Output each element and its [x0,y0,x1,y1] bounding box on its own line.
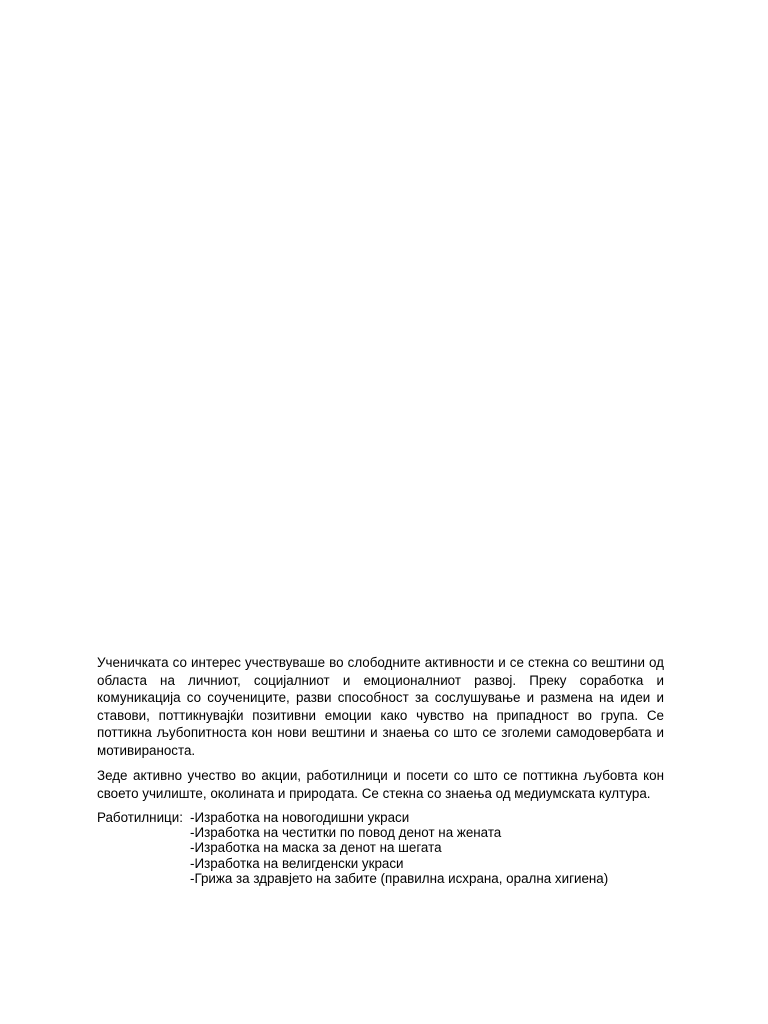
workshops-list [190,810,664,886]
list-item: -Грижа за здравјето на забите (правилна исхрана, орална хигиена) [190,870,609,886]
list-item: -Изработка на маска за денот на шегата [190,840,442,856]
workshops-section [97,810,664,886]
paragraph-participation: Зеде активно учество во акции, работилници и посети со што се поттикна љубовта кон своето училиште, околината и природата. Се стекна со знаења од медиумската култура. [97,768,664,801]
list-item: -Изработка на велигденски украси [190,855,404,871]
workshops-label: Работилници: [97,810,183,825]
paragraph-activities: Ученичката со интерес учествуваше во слободните активности и се стекна со вештини од областа на личниот, социјалниот и емоционалниот развој. Преку соработка и комуникација со соучениците, разви способност за сослушување и размена на идеи и ставови, поттикнувајќи позитивни емоции како чувство на припадност во група. Се поттикна љубопитноста кон нови вештини и знаења со што се зголеми самодовербата и мотивираноста. [97,655,664,758]
document-body [97,654,664,886]
list-item: -Изработка на честитки по повод денот на жената [190,825,502,841]
list-item: -Изработка на новогодишни украси [190,810,410,825]
